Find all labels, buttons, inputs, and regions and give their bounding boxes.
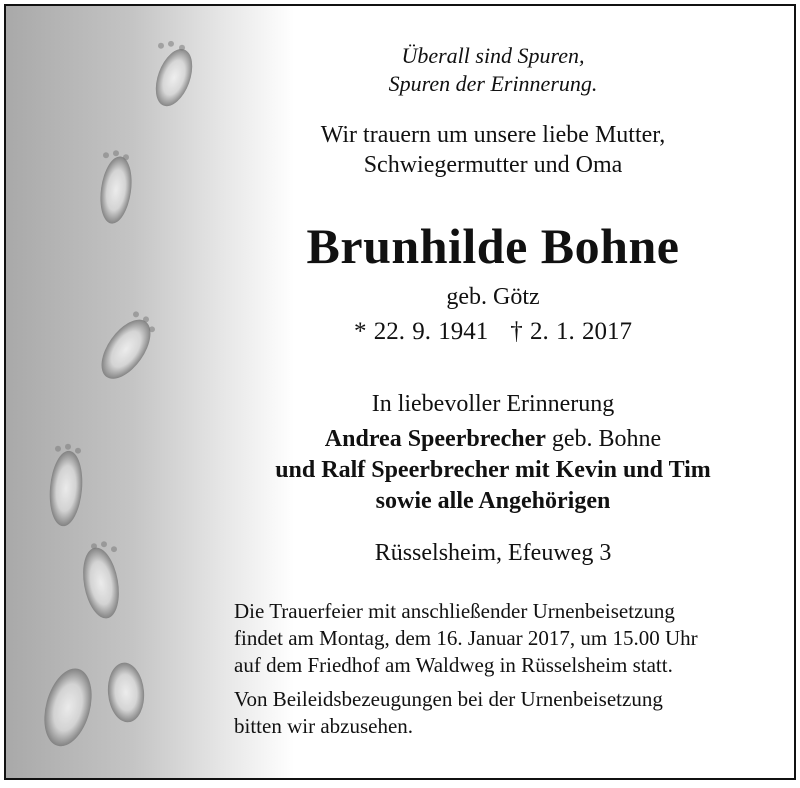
mourner-line	[220, 424, 766, 455]
funeral-line: findet am Montag, dem 16. Januar 2017, um 15.00 Uhr	[234, 626, 698, 650]
memorial-motto	[220, 42, 766, 98]
remembrance-heading: In liebevoller Erinnerung	[371, 391, 615, 417]
condolence-line: bitten wir abzusehen.	[234, 714, 414, 738]
funeral-line: Die Trauerfeier mit anschließender Urnenbeisetzung	[234, 599, 675, 623]
mourner-line	[220, 486, 766, 517]
intro-line: Wir trauern um unsere liebe Mutter,	[320, 122, 666, 148]
mourner-line	[220, 455, 766, 486]
family-address: Rüsselsheim, Efeuweg 3	[374, 540, 612, 566]
funeral-line: auf dem Friedhof am Waldweg in Rüsselsheim statt.	[234, 653, 673, 677]
birth-date: * 22. 9. 1941	[354, 318, 489, 345]
life-dates	[220, 316, 766, 348]
maiden-name: geb. Götz	[446, 284, 540, 310]
funeral-details	[234, 598, 756, 679]
condolence-line: Von Beileidsbezeugungen bei der Urnenbeisetzung	[234, 687, 663, 711]
mourning-intro	[220, 120, 766, 180]
mourner-name: Andrea Speerbrecher	[324, 426, 546, 452]
relatives: sowie alle Angehörigen	[375, 488, 611, 514]
condolence-request	[234, 686, 756, 740]
deceased-name: Brunhilde Bohne	[306, 218, 680, 274]
mourner-maiden-name: geb. Bohne	[545, 426, 662, 452]
motto-line: Spuren der Erinnerung.	[388, 71, 598, 96]
obituary-notice	[4, 4, 796, 780]
intro-line: Schwiegermutter und Oma	[363, 152, 623, 178]
mourners-list	[220, 424, 766, 517]
death-date: † 2. 1. 2017	[510, 318, 632, 345]
notice-text	[220, 6, 766, 778]
mourner-names: und Ralf Speerbrecher mit Kevin und Tim	[275, 457, 711, 483]
motto-line: Überall sind Spuren,	[401, 43, 585, 68]
